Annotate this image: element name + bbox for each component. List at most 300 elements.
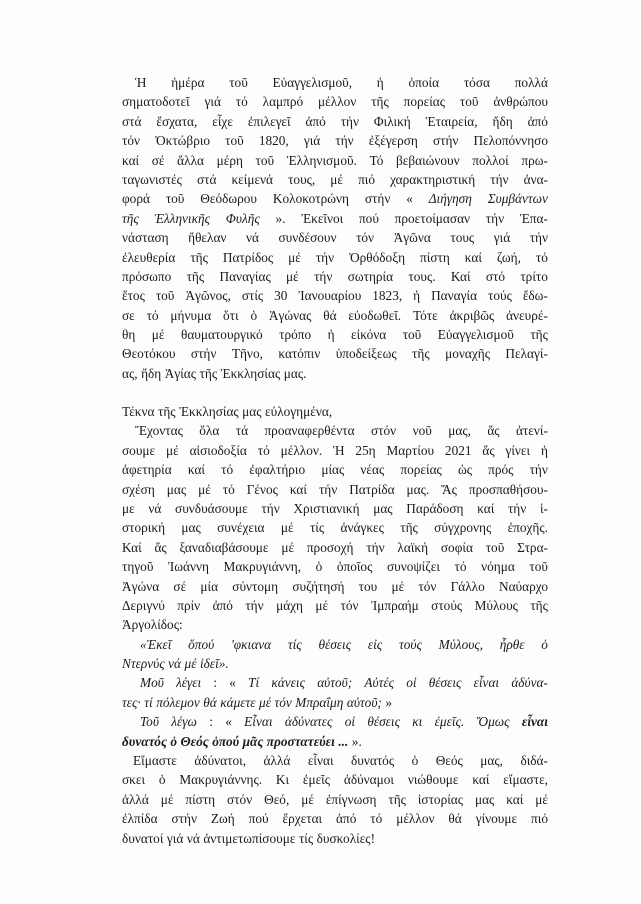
word: Πελαγί-	[505, 346, 548, 362]
word: θά	[203, 694, 217, 710]
word: στόν	[371, 423, 397, 439]
word: μέ	[281, 539, 295, 555]
word: Θεό,	[264, 791, 290, 807]
word: τρίτο	[520, 268, 548, 284]
word: θά	[448, 811, 462, 827]
word: νά	[168, 656, 182, 672]
word: Στρα-	[517, 539, 548, 555]
text-line	[122, 460, 548, 479]
word: μας	[181, 520, 201, 536]
word: νάσταση	[122, 230, 169, 246]
word: ἀνάγκες	[340, 520, 384, 536]
word: σουμε	[122, 442, 156, 458]
word: πρόσωπο	[122, 268, 172, 284]
paragraph	[122, 73, 548, 383]
word: μέ	[535, 791, 548, 807]
word: Ἐπα-	[519, 210, 548, 226]
word: εὐλογημένα,	[265, 404, 333, 419]
word: ἦρθε	[499, 636, 525, 652]
word: θέσεις	[318, 636, 352, 652]
text-line	[122, 829, 548, 848]
word: ἀδύνατοι,	[194, 753, 247, 769]
word: τήν	[340, 113, 360, 129]
word: ὅλα	[199, 423, 220, 439]
word: προσπαθήσου-	[468, 481, 548, 497]
word: τῆς	[400, 520, 418, 536]
word: Παναγία	[431, 288, 478, 304]
word: Εὐαγγελισμοῦ,	[272, 75, 353, 90]
word: αὐτοῦ;	[317, 675, 353, 691]
text-line	[122, 112, 548, 131]
word: ἄλλα	[177, 152, 204, 168]
word: τῆς	[371, 94, 389, 110]
text-line	[122, 228, 548, 247]
word: πολλά	[514, 75, 548, 90]
word: μᾶς	[242, 733, 264, 749]
word: ἐξέγερση	[368, 133, 418, 149]
word: τῆς	[530, 597, 548, 613]
word: συζήτησή	[292, 578, 345, 594]
word: Μαρτίου	[386, 442, 435, 458]
word: τῆς	[199, 365, 218, 381]
word: ὁ	[541, 636, 548, 652]
text-line	[122, 557, 548, 576]
word: τῆς	[122, 210, 139, 226]
word: εἶχε	[212, 113, 233, 129]
word: τήν	[314, 268, 333, 284]
word: ἄς	[154, 539, 167, 555]
word: σε	[122, 307, 135, 323]
word: Συμβάντων	[487, 191, 548, 207]
word: Ἀγῶνος,	[185, 288, 231, 304]
word: οἱ	[406, 675, 417, 691]
word: πιό	[531, 811, 548, 827]
word: ἀπό	[212, 597, 233, 613]
word: ἔσχατα,	[156, 113, 198, 129]
word: Ἑλληνικῆς	[154, 210, 211, 226]
word: :	[213, 675, 218, 691]
word: ἱστορίας	[417, 791, 464, 807]
word: κατόπιν	[278, 346, 321, 362]
word: ἐφαλτήριο	[249, 462, 306, 478]
text-line	[122, 712, 548, 731]
word: Εὐαγγελισμοῦ	[437, 327, 514, 343]
word: 30	[274, 288, 288, 304]
word: Εἴμαστε	[133, 753, 177, 769]
word: Ἐκκλησίας	[179, 404, 239, 419]
word: Ὀκτώβριο	[155, 133, 211, 149]
word: καί	[122, 152, 140, 168]
word: καί	[472, 772, 490, 788]
word: στήν	[171, 811, 197, 827]
word: μέλλον	[318, 94, 357, 110]
word: νά	[186, 830, 200, 846]
word: ὁποῖος	[336, 559, 373, 575]
word: τόν	[274, 694, 292, 710]
word: μέ	[286, 268, 299, 284]
text-line	[122, 73, 548, 92]
text-line	[122, 577, 548, 596]
word: γίνουμε	[475, 811, 518, 827]
word: μάχη	[276, 597, 304, 613]
word: Πατρίδα	[349, 481, 395, 497]
word: σοφία	[440, 539, 473, 555]
word: ...	[338, 733, 349, 749]
word: ἀπό	[336, 811, 357, 827]
text-line	[122, 131, 548, 150]
word: πού	[358, 210, 379, 226]
word: πιό	[358, 171, 376, 187]
word: τήν	[529, 462, 548, 478]
word: μέλλον	[396, 811, 435, 827]
word: Αὐτές	[364, 675, 395, 691]
text-line	[122, 615, 548, 634]
text-line	[122, 538, 548, 557]
text-line	[122, 286, 548, 305]
word: Κολοκοτρώνη	[272, 191, 349, 207]
word: εἴμαστε,	[503, 772, 548, 788]
word: λέγει	[176, 675, 202, 691]
word: πίστη	[185, 791, 216, 807]
word: μας.	[406, 481, 430, 497]
word: :	[209, 714, 213, 730]
text-line	[122, 209, 548, 228]
word: τί	[144, 694, 153, 710]
word: ἀδύναμοι	[343, 772, 395, 788]
word: προστατεύει	[266, 733, 335, 749]
word: ἀλλά	[122, 791, 149, 807]
text-line	[122, 248, 548, 267]
word: Θεοτόκου	[122, 346, 176, 362]
word: δυνατός	[351, 753, 395, 769]
word: ἡμέρα	[171, 75, 205, 90]
word: ἤδη	[492, 113, 513, 129]
word: τοῦ	[225, 133, 244, 149]
word: διδά-	[520, 753, 548, 769]
word: σωτηρία	[347, 268, 394, 284]
word: ἐμεῖς.	[434, 714, 465, 730]
word: πρίν	[177, 597, 201, 613]
word: Ντερνύς	[122, 656, 165, 672]
word: λαμπρό	[262, 94, 304, 110]
word: θά	[323, 307, 337, 323]
word: προσοχή	[306, 539, 354, 555]
word: ὁ	[315, 559, 323, 575]
word: πίστη	[420, 249, 450, 265]
word: ἐμεῖς	[302, 772, 331, 788]
word: τοῦ	[402, 327, 422, 343]
word: ξαναδιαβάσουμε	[179, 539, 269, 555]
word: ἤθελαν	[188, 230, 227, 246]
word: πόλεμον	[156, 694, 200, 710]
text-line	[122, 441, 548, 460]
text-line	[122, 189, 548, 208]
word: Ἑταιρεία,	[425, 113, 478, 129]
word: μέ	[198, 481, 211, 497]
word: τό	[235, 94, 248, 110]
word: Τέκνα	[122, 404, 155, 419]
word: Καί	[122, 539, 142, 555]
text-line	[122, 92, 548, 111]
word: Μοῦ	[140, 675, 164, 691]
text-line	[122, 421, 548, 440]
text-line	[122, 402, 548, 421]
word: τοῦ	[485, 539, 505, 555]
word: ὁ	[158, 772, 166, 788]
word: φορά	[122, 191, 150, 207]
word: στήν	[364, 191, 391, 207]
word: ἡ	[376, 75, 384, 90]
word: ὁποία	[408, 75, 440, 90]
word: ».	[351, 733, 362, 749]
word: ἔρχεται	[282, 811, 323, 827]
word: τίς	[298, 830, 314, 846]
text-line	[122, 480, 548, 499]
word: συνοψίζει	[386, 559, 440, 575]
word: μήνυμα	[170, 307, 212, 323]
word: ἀδύνα-	[511, 675, 548, 691]
word: ἐποχῆς.	[507, 520, 548, 536]
word: τόν	[418, 578, 437, 594]
word: με	[122, 500, 135, 516]
word: Ἀγώνα	[122, 578, 160, 594]
word: ἡ	[413, 288, 421, 304]
word: τῆς	[412, 346, 430, 362]
word: βεβαιώνουν	[395, 152, 460, 168]
word: Ἰμπραήμ	[370, 597, 419, 613]
word: στό	[485, 268, 506, 284]
word: τους,	[288, 171, 316, 187]
word: Θεός	[435, 753, 463, 769]
word: Παράδοση	[406, 500, 464, 516]
word: τοῦ	[165, 191, 185, 207]
word: «	[406, 191, 413, 207]
word: ἀντιμετωπίσουμε	[203, 830, 296, 846]
word: ».	[275, 210, 286, 226]
word: τήν	[490, 171, 509, 187]
word: ἀκριβῶς	[449, 307, 495, 323]
word: τῆς	[388, 791, 406, 807]
word: σύγχρονης	[434, 520, 492, 536]
word: τό	[257, 442, 270, 458]
word: μέ	[301, 791, 314, 807]
word: μέ	[391, 578, 405, 594]
word: δυνατοί	[122, 830, 164, 846]
word: Ναύαρχο	[498, 578, 548, 594]
word: τήν	[315, 249, 335, 265]
word: τες·	[122, 694, 141, 710]
word: Θεός	[180, 733, 209, 749]
word: εἶναι	[307, 753, 334, 769]
word: πολλοί	[472, 152, 509, 168]
word: τίς	[287, 636, 302, 652]
word: εἰκόνα	[351, 327, 387, 343]
word: Μύλους	[474, 597, 518, 613]
word: τό	[222, 481, 235, 497]
word: πού	[248, 811, 269, 827]
word: νά	[148, 500, 162, 516]
word: τηγοῦ	[122, 559, 154, 575]
word: μέρη	[216, 152, 243, 168]
word: Ἰανουαρίου	[298, 288, 362, 304]
word: στόν	[227, 791, 253, 807]
word: μέ	[315, 597, 329, 613]
word: μίας	[321, 462, 345, 478]
word: νέας	[360, 462, 385, 478]
word: τοῦ	[459, 94, 479, 110]
word: ἄς	[487, 423, 500, 439]
text-line	[122, 518, 548, 537]
word: τόν	[340, 597, 359, 613]
word: Ἔχοντας	[135, 423, 183, 439]
word: σχέση	[122, 481, 155, 497]
word: τήν	[318, 481, 338, 497]
word: τό	[370, 811, 383, 827]
word: χαρακτηριστική	[390, 171, 476, 187]
word: Τῆνο,	[231, 346, 263, 362]
word: νιώθουμε	[407, 772, 459, 788]
word: καί	[464, 249, 482, 265]
word: μας	[166, 481, 187, 497]
word: Τί	[248, 675, 260, 691]
text-line	[122, 364, 548, 383]
word: Κι	[275, 772, 290, 788]
word: τοῦ	[255, 152, 275, 168]
word: πορείας	[403, 94, 446, 110]
word: νοῦ	[412, 423, 432, 439]
word: Ἀργολίδος:	[122, 617, 183, 633]
word: τόν	[122, 133, 141, 149]
text-line	[122, 325, 548, 344]
word: σέ	[151, 152, 165, 168]
word: συνδέσουν	[278, 230, 337, 246]
word: τους.	[408, 268, 436, 284]
word: ἐπιλεγεῖ	[247, 113, 291, 129]
word: γιά	[166, 830, 184, 846]
text-line	[122, 751, 548, 770]
word: μέλλον.	[280, 442, 323, 458]
word: γιά	[493, 230, 511, 246]
word: γιά	[204, 94, 221, 110]
word: στά	[196, 171, 217, 187]
text-line	[122, 790, 548, 809]
word: Καί	[450, 268, 471, 284]
word: Παναγίας	[219, 268, 271, 284]
word: 2021	[444, 442, 472, 458]
word: λαϊκή	[397, 539, 429, 555]
word: ἀδύνατες	[284, 714, 333, 730]
word: μοναχῆς	[445, 346, 490, 362]
word: μας	[373, 500, 393, 516]
word: κάμετε	[220, 694, 256, 710]
word: μας	[242, 404, 262, 419]
word: μέ	[151, 327, 165, 343]
word: ἤδη	[141, 365, 162, 381]
text-line	[122, 267, 548, 286]
word: ὁπού	[212, 733, 240, 749]
text-line	[122, 170, 548, 189]
word: ὅπού	[188, 636, 215, 652]
word: θέσεις	[428, 675, 462, 691]
word: στορική	[122, 520, 166, 536]
text-line	[122, 306, 548, 325]
word: θαυματουργικό	[180, 327, 263, 343]
word: «Ἐκεῖ	[140, 636, 172, 652]
text-line	[122, 151, 548, 170]
word: τό	[454, 559, 467, 575]
word: στήν	[432, 133, 459, 149]
word: καί	[187, 462, 205, 478]
word: τους	[450, 230, 475, 246]
word: Ἁγίας	[164, 365, 197, 381]
word: ἔδω-	[522, 288, 548, 304]
word: τήν	[507, 500, 527, 516]
word: Ἀγῶνα	[393, 230, 431, 246]
word: Φυλῆς	[225, 210, 260, 226]
word: σύντομη	[232, 578, 279, 594]
word: τοῦ	[229, 75, 248, 90]
word: Ἀγώνας	[268, 307, 312, 323]
word: τούς	[488, 288, 512, 304]
word: Ὅμως	[476, 714, 510, 730]
word: τήν	[366, 539, 385, 555]
word: τήν	[245, 597, 264, 613]
word: εἶναι	[521, 714, 548, 730]
word: τήν	[335, 133, 354, 149]
text-line	[122, 596, 548, 615]
word: Μπραΐμη	[295, 694, 344, 710]
word: ἀλλά	[263, 753, 291, 769]
word: μας.	[283, 365, 307, 381]
word: τό	[221, 462, 234, 478]
word: προετοίμασαν	[394, 210, 471, 226]
text-line	[122, 654, 548, 673]
word: Ἐκκλησίας	[220, 365, 281, 381]
word: αὐτοῦ;	[346, 694, 382, 710]
word: Ζωή	[210, 811, 235, 827]
word: στίς	[241, 288, 264, 304]
word: σκει	[122, 772, 146, 788]
word: καί	[506, 791, 524, 807]
text-line	[122, 635, 548, 654]
word: τόσα	[463, 75, 490, 90]
word: πορείας	[400, 462, 442, 478]
word: ἰδεῖ».	[199, 656, 229, 672]
word: Γάλλο	[450, 578, 485, 594]
word: ὁ	[411, 753, 419, 769]
word: ζωή,	[496, 249, 521, 265]
word: τούς	[398, 636, 422, 652]
word: νά	[245, 230, 259, 246]
word: ἀπό	[305, 113, 326, 129]
word: Ἐκεῖνοι	[301, 210, 344, 226]
text-line	[122, 809, 548, 828]
word: σέ	[173, 578, 187, 594]
word: μία	[200, 578, 219, 594]
word: Ἡ	[135, 75, 147, 90]
word: ἀνθρώπου	[493, 94, 548, 110]
word: τά	[235, 423, 249, 439]
word: αἰσιοδοξία	[189, 442, 247, 458]
word: »	[385, 694, 393, 710]
word: τοῦ	[529, 559, 548, 575]
word: Μύλους,	[438, 636, 484, 652]
word: κι	[412, 714, 423, 730]
word: «	[225, 714, 232, 730]
word: τοῦ	[155, 288, 175, 304]
word: «	[229, 675, 236, 691]
word: ἡ	[540, 442, 548, 458]
